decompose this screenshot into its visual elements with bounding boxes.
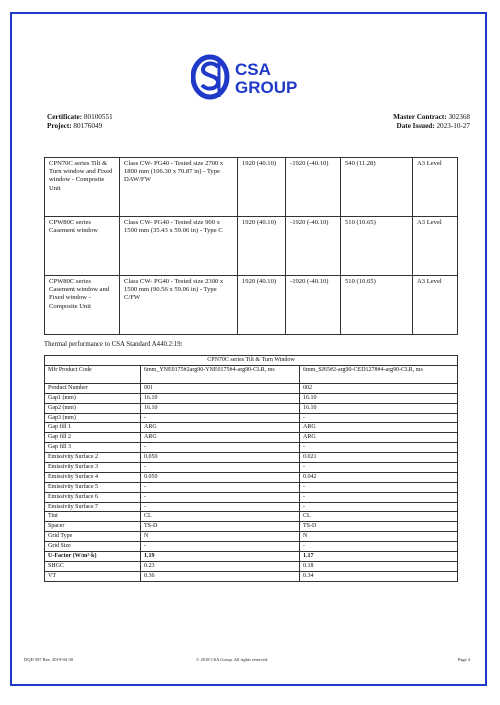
air-level-cell: A3 Level — [413, 276, 458, 335]
thermal-row-label: Gap2 (mm) — [45, 403, 141, 413]
thermal-value-1: - — [141, 443, 300, 453]
project-label: Project: — [47, 122, 72, 130]
thermal-row — [45, 413, 458, 423]
thermal-value-2: N — [300, 532, 458, 542]
thermal-value-2: 1.17 — [300, 552, 458, 562]
certificate-info — [47, 113, 113, 131]
thermal-value-2: - — [300, 413, 458, 423]
air-level-cell: A3 Level — [413, 217, 458, 276]
thermal-value-2: 0.18 — [300, 561, 458, 571]
thermal-value-1: - — [141, 482, 300, 492]
thermal-row — [45, 423, 458, 433]
thermal-value-2: 16.10 — [300, 393, 458, 403]
csa-logo-mark-icon — [191, 53, 315, 103]
thermal-value-2: - — [300, 443, 458, 453]
thermal-value-1: N — [141, 532, 300, 542]
thermal-row-label: Emissivity Surface 4 — [45, 472, 141, 482]
thermal-value-1: TS-D — [141, 522, 300, 532]
thermal-row — [45, 492, 458, 502]
date-label: Date Issued: — [396, 122, 435, 130]
thermal-row — [45, 433, 458, 443]
thermal-row-label: U-Factor (W/m²·k) — [45, 552, 141, 562]
thermal-row-label: Product Number — [45, 383, 141, 393]
negative-pressure-cell: -1920 (-40.10) — [286, 276, 341, 335]
certificate-value: 80100551 — [83, 113, 113, 121]
product-code-label: Mfr Product Code — [45, 365, 141, 383]
thermal-table-caption: CPN70C series Tilt & Turn Window — [45, 356, 458, 366]
thermal-heading: Thermal performance to CSA Standard A440.2:19: — [44, 341, 183, 348]
product-class-cell: Class CW- PG40 - Tested size 2700 x 1800 mm (106.30 x 70.87 in) - Type DAW/FW — [120, 158, 238, 217]
footer-copyright: © 2018 CSA Group. All rights reserved. — [196, 657, 269, 662]
master-label: Master Contract: — [393, 113, 447, 121]
product-name-cell: CPW80C series Casement window — [45, 217, 120, 276]
air-level-cell: A3 Level — [413, 158, 458, 217]
thermal-row-label: Grid Type — [45, 532, 141, 542]
thermal-value-2: 0.042 — [300, 472, 458, 482]
csa-group-logo — [191, 53, 315, 103]
thermal-value-2: - — [300, 492, 458, 502]
thermal-row-label: Emissivity Surface 3 — [45, 463, 141, 473]
thermal-value-2: TS-D — [300, 522, 458, 532]
master-value: 302368 — [448, 113, 470, 121]
thermal-row — [45, 463, 458, 473]
thermal-row — [45, 482, 458, 492]
thermal-value-2: - — [300, 502, 458, 512]
product-class-cell: Class CW- PG40 - Tested size 900 x 1500 mm (35.43 x 59.06 in) - Type C — [120, 217, 238, 276]
water-resistance-cell: 540 (11.28) — [341, 158, 413, 217]
thermal-value-1: - — [141, 463, 300, 473]
thermal-row — [45, 453, 458, 463]
positive-pressure-cell: 1920 (40.10) — [238, 158, 286, 217]
thermal-value-1: - — [141, 413, 300, 423]
thermal-value-1: ARG — [141, 433, 300, 443]
water-resistance-cell: 510 (10.65) — [341, 217, 413, 276]
thermal-value-2: - — [300, 463, 458, 473]
product-code-2: 6mm_SJ65#2-arg90-CED1278#4-arg90-CLR, ms — [300, 365, 458, 383]
thermal-value-1: ARG — [141, 423, 300, 433]
thermal-row-label: Emissivity Surface 7 — [45, 502, 141, 512]
logo-group-text: GROUP — [235, 78, 298, 97]
thermal-row-label: Emissivity Surface 5 — [45, 482, 141, 492]
thermal-value-1: 1.19 — [141, 552, 300, 562]
thermal-value-1: 0.23 — [141, 561, 300, 571]
master-contract-info — [393, 113, 470, 131]
logo-csa-text: CSA — [235, 60, 271, 79]
positive-pressure-cell: 1920 (40.10) — [238, 276, 286, 335]
thermal-value-1: CL — [141, 512, 300, 522]
thermal-value-1: - — [141, 492, 300, 502]
thermal-value-2: ARG — [300, 423, 458, 433]
positive-pressure-cell: 1920 (40.10) — [238, 217, 286, 276]
thermal-value-1: 001 — [141, 383, 300, 393]
product-code-1: 6mm_YNE0175#2arg90-YNE0175#4-arg90-CLR, ms — [141, 365, 300, 383]
thermal-value-1: 0.050 — [141, 453, 300, 463]
thermal-row — [45, 502, 458, 512]
thermal-value-2: CL — [300, 512, 458, 522]
product-class-cell: Class CW- PG40 - Tested size 2300 x 1500 mm (90.56 x 59.06 in) - Type C/FW — [120, 276, 238, 335]
thermal-row-label: Gap fill 2 — [45, 433, 141, 443]
thermal-row-label: Tint — [45, 512, 141, 522]
thermal-value-2: - — [300, 542, 458, 552]
thermal-value-2: 16.10 — [300, 403, 458, 413]
thermal-row-label: SHGC — [45, 561, 141, 571]
date-value: 2023-10-27 — [436, 122, 470, 130]
thermal-value-1: 16.10 — [141, 393, 300, 403]
thermal-row — [45, 522, 458, 532]
product-row — [45, 276, 458, 335]
negative-pressure-cell: -1920 (-40.10) — [286, 158, 341, 217]
thermal-row-label: Gap fill 3 — [45, 443, 141, 453]
product-row — [45, 158, 458, 217]
thermal-row — [45, 443, 458, 453]
product-name-cell: CPW80C series Casement window and Fixed window - Composite Unit — [45, 276, 120, 335]
product-name-cell: CPN70C series Tilt & Turn window and Fixed window - Composite Unit — [45, 158, 120, 217]
thermal-value-1: 0.050 — [141, 472, 300, 482]
project-value: 80176049 — [73, 122, 103, 130]
certificate-label: Certificate: — [47, 113, 83, 121]
thermal-row — [45, 532, 458, 542]
thermal-row — [45, 512, 458, 522]
thermal-row-label: Gap3 (mm) — [45, 413, 141, 423]
thermal-value-2: ARG — [300, 433, 458, 443]
thermal-row-label: Grid Size — [45, 542, 141, 552]
thermal-value-2: 0.34 — [300, 571, 458, 581]
thermal-value-1: - — [141, 502, 300, 512]
thermal-row-label: Spacer — [45, 522, 141, 532]
thermal-row — [45, 383, 458, 393]
product-row — [45, 217, 458, 276]
water-resistance-cell: 510 (10.65) — [341, 276, 413, 335]
thermal-row-label: VT — [45, 571, 141, 581]
thermal-row — [45, 393, 458, 403]
thermal-row — [45, 403, 458, 413]
thermal-value-1: - — [141, 542, 300, 552]
product-ratings-table — [44, 157, 458, 335]
thermal-row-label: Gap fill 1 — [45, 423, 141, 433]
thermal-value-2: 002 — [300, 383, 458, 393]
footer-page-number: Page 4 — [457, 657, 470, 662]
negative-pressure-cell: -1920 (-40.10) — [286, 217, 341, 276]
footer-doc-id: DQD 507 Rev. 2019-04-30 — [24, 657, 73, 662]
thermal-row — [45, 571, 458, 581]
thermal-row — [45, 552, 458, 562]
thermal-value-2: 0.021 — [300, 453, 458, 463]
thermal-row-label: Gap1 (mm) — [45, 393, 141, 403]
thermal-value-2: - — [300, 482, 458, 492]
thermal-row — [45, 542, 458, 552]
thermal-row — [45, 472, 458, 482]
thermal-performance-table — [44, 355, 458, 582]
thermal-row-label: Emissivity Surface 2 — [45, 453, 141, 463]
thermal-row — [45, 561, 458, 571]
thermal-row-label: Emissivity Surface 6 — [45, 492, 141, 502]
thermal-value-1: 0.36 — [141, 571, 300, 581]
thermal-value-1: 16.10 — [141, 403, 300, 413]
